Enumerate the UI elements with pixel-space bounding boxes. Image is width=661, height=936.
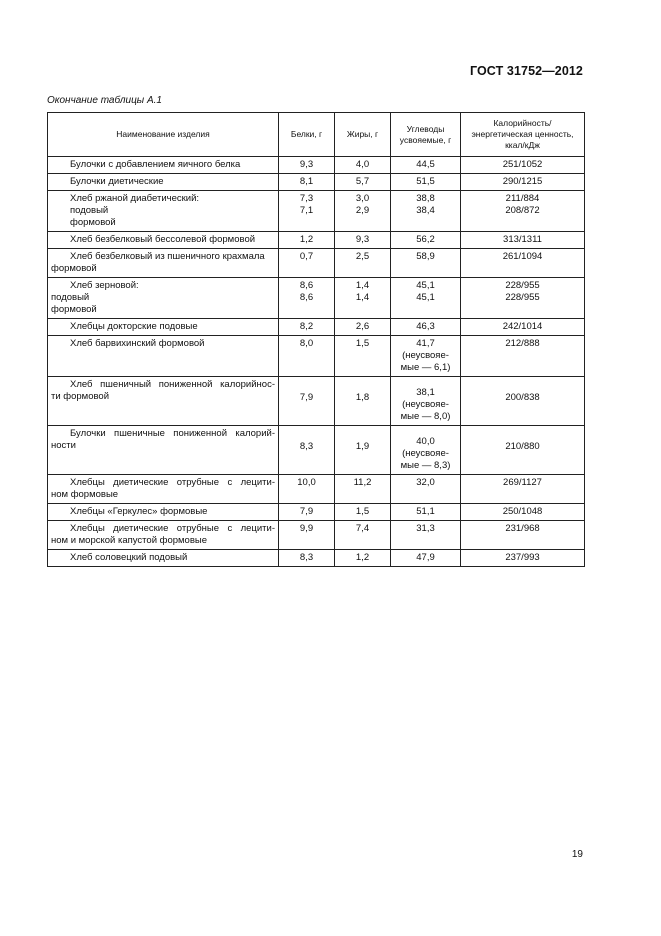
cell-protein: 7,3 7,1 (279, 191, 335, 232)
cell-energy: 231/968 (461, 521, 585, 550)
cell-fat: 1,4 1,4 (335, 278, 391, 319)
table-row (48, 319, 585, 336)
column-header-fat: Жиры, г (335, 113, 391, 157)
cell-carbs: 51,5 (391, 174, 461, 191)
cell-protein: 7,9 (279, 504, 335, 521)
cell-carbs: 38,8 38,4 (391, 191, 461, 232)
cell-name: Хлебцы диетические отрубные с лецити- ном и морской капустой формовые (48, 521, 279, 550)
cell-energy: 210/880 (461, 426, 585, 475)
table-row (48, 550, 585, 567)
column-header-carbs-line: усвояемые, г (399, 134, 452, 145)
column-header-energy (461, 113, 585, 157)
cell-carbs: 40,0 (неусвояе- мые — 8,3) (391, 426, 461, 475)
cell-protein: 0,7 (279, 249, 335, 278)
column-header-energy-line: ккал/кДж (505, 140, 540, 150)
cell-energy: 242/1014 (461, 319, 585, 336)
document-code: ГОСТ 31752—2012 (469, 64, 583, 78)
column-header-carbs (391, 113, 461, 157)
cell-energy: 250/1048 (461, 504, 585, 521)
cell-fat: 1,5 (335, 336, 391, 377)
table-row (48, 174, 585, 191)
column-header-carbs-line: Углеводы (406, 123, 445, 134)
cell-energy: 313/1311 (461, 232, 585, 249)
table-row (48, 475, 585, 504)
table-caption: Окончание таблицы А.1 (47, 95, 162, 106)
table-row (48, 504, 585, 521)
cell-protein: 1,2 (279, 232, 335, 249)
cell-carbs: 47,9 (391, 550, 461, 567)
table-header-row (48, 113, 585, 157)
table-row (48, 249, 585, 278)
cell-protein: 9,9 (279, 521, 335, 550)
cell-name: Хлеб барвихинский формовой (48, 336, 279, 377)
cell-protein: 7,9 (279, 377, 335, 426)
cell-carbs: 58,9 (391, 249, 461, 278)
table-row (48, 426, 585, 475)
column-header-protein: Белки, г (279, 113, 335, 157)
cell-protein: 8,2 (279, 319, 335, 336)
cell-name: Хлеб зерновой: подовый формовой (48, 278, 279, 319)
cell-energy: 237/993 (461, 550, 585, 567)
cell-name: Хлебцы диетические отрубные с лецити- ном формовые (48, 475, 279, 504)
page-number: 19 (571, 849, 583, 860)
cell-energy: 290/1215 (461, 174, 585, 191)
nutrition-table (47, 112, 585, 567)
cell-fat: 1,8 (335, 377, 391, 426)
cell-fat: 11,2 (335, 475, 391, 504)
table-row (48, 232, 585, 249)
cell-fat: 1,9 (335, 426, 391, 475)
cell-carbs: 32,0 (391, 475, 461, 504)
cell-fat: 1,2 (335, 550, 391, 567)
column-header-energy-line: Калорийность/ (493, 118, 552, 128)
cell-energy: 212/888 (461, 336, 585, 377)
cell-protein: 8,1 (279, 174, 335, 191)
cell-name: Хлеб пшеничный пониженной калорийнос- ти формовой (48, 377, 279, 426)
table-row (48, 521, 585, 550)
cell-energy: 269/1127 (461, 475, 585, 504)
cell-protein: 8,0 (279, 336, 335, 377)
cell-fat: 3,0 2,9 (335, 191, 391, 232)
cell-protein: 8,3 (279, 426, 335, 475)
cell-protein: 9,3 (279, 157, 335, 174)
cell-fat: 5,7 (335, 174, 391, 191)
cell-protein: 10,0 (279, 475, 335, 504)
cell-carbs: 46,3 (391, 319, 461, 336)
table-row (48, 191, 585, 232)
cell-energy: 211/884 208/872 (461, 191, 585, 232)
cell-energy: 251/1052 (461, 157, 585, 174)
cell-fat: 2,5 (335, 249, 391, 278)
table-row (48, 157, 585, 174)
cell-name: Хлеб соловецкий подовый (48, 550, 279, 567)
cell-carbs: 44,5 (391, 157, 461, 174)
cell-name: Хлеб безбелковый бессолевой формовой (48, 232, 279, 249)
cell-energy: 200/838 (461, 377, 585, 426)
cell-name: Хлеб безбелковый из пшеничного крахмала формовой (48, 249, 279, 278)
cell-carbs: 45,1 45,1 (391, 278, 461, 319)
cell-carbs: 31,3 (391, 521, 461, 550)
cell-fat: 1,5 (335, 504, 391, 521)
cell-name: Хлебцы докторские подовые (48, 319, 279, 336)
cell-fat: 4,0 (335, 157, 391, 174)
cell-carbs: 56,2 (391, 232, 461, 249)
table-row (48, 377, 585, 426)
column-header-name: Наименование изделия (48, 113, 279, 157)
cell-name: Хлебцы «Геркулес» формовые (48, 504, 279, 521)
cell-fat: 7,4 (335, 521, 391, 550)
cell-name: Булочки диетические (48, 174, 279, 191)
table-row (48, 278, 585, 319)
cell-name: Булочки пшеничные пониженной калорий- ности (48, 426, 279, 475)
cell-carbs: 51,1 (391, 504, 461, 521)
table-row (48, 336, 585, 377)
cell-name: Булочки с добавлением яичного белка (48, 157, 279, 174)
cell-protein: 8,6 8,6 (279, 278, 335, 319)
cell-carbs: 41,7 (неусвояе- мые — 6,1) (391, 336, 461, 377)
cell-name: Хлеб ржаной диабетический: подовый формовой (48, 191, 279, 232)
column-header-energy-line: энергетическая ценность, (471, 129, 574, 139)
cell-fat: 9,3 (335, 232, 391, 249)
cell-energy: 261/1094 (461, 249, 585, 278)
cell-energy: 228/955 228/955 (461, 278, 585, 319)
cell-fat: 2,6 (335, 319, 391, 336)
cell-protein: 8,3 (279, 550, 335, 567)
cell-carbs: 38,1 (неусвояе- мые — 8,0) (391, 377, 461, 426)
